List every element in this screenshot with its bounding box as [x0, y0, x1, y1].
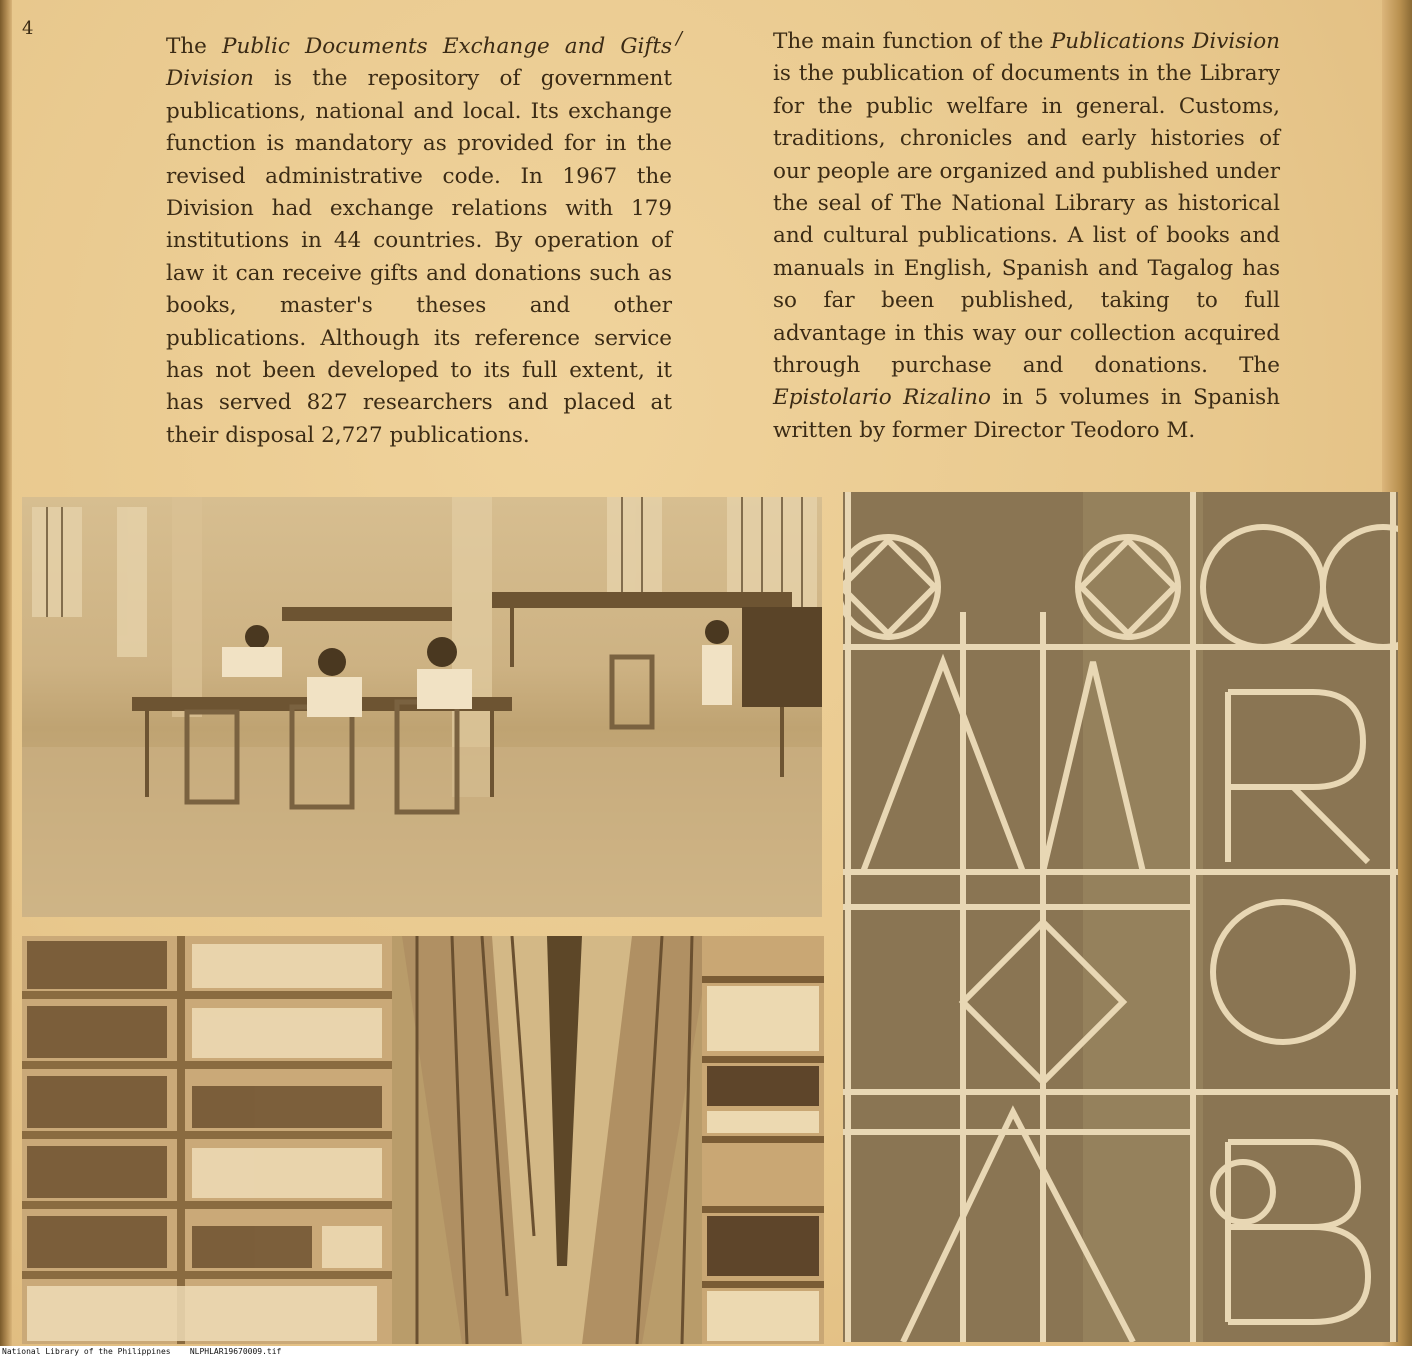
left-paragraph [166, 31, 672, 452]
book-title-epistolario: Epistolario Rizalino [773, 385, 991, 411]
footer-source: National Library of the Philippines [2, 1347, 171, 1356]
right-column-text [773, 26, 1280, 447]
stray-mark: / [676, 28, 683, 49]
page-number: 4 [22, 18, 34, 39]
left-intro: The [166, 34, 223, 59]
left-column-text [166, 31, 672, 452]
book-stacks-photo [22, 936, 824, 1344]
reading-room-illustration [22, 497, 822, 917]
right-body-1: is the publication of documents in the Library for the public welfare in general. Customs, traditions, chronicles and early histories of our people are organized and published under the seal of The National Library as historical and cultural publications. A list of books and manuals in English, Spanish and Tagalog has so far been published, taking to full advantage in this way our collection acquired through purchase and donations. The [773, 61, 1280, 379]
scan-footer [0, 1346, 1412, 1358]
division-name-publications: Publications Division [1050, 29, 1280, 54]
division-name-public-documents: Public Documents Exchange and Gifts Division [166, 34, 672, 92]
reading-room-photo [22, 497, 822, 917]
grille-illustration [843, 492, 1398, 1342]
book-stacks-illustration [22, 936, 824, 1344]
left-body: is the repository of government publications, national and local. Its exchange function is mandatory as provided for in the revised administrative code. In 1967 the Division had exchange relations with 179 institutions in 44 countries. By operation of law it can receive gifts and donations such as books, master's theses and other publications. Although its reference service has not been developed to its full extent, it has served 827 researchers and placed at their disposal 2,727 publications. [166, 66, 672, 448]
right-body-2: in 5 volumes in Spanish written by former Director Teodoro M. [773, 385, 1280, 443]
right-paragraph [773, 26, 1280, 447]
binding-edge-left [0, 0, 12, 1358]
iron-grille-photo [843, 492, 1398, 1342]
right-intro: The main function of the [773, 29, 1051, 54]
footer-filename: NLPHLAR19670009.tif [189, 1347, 282, 1356]
